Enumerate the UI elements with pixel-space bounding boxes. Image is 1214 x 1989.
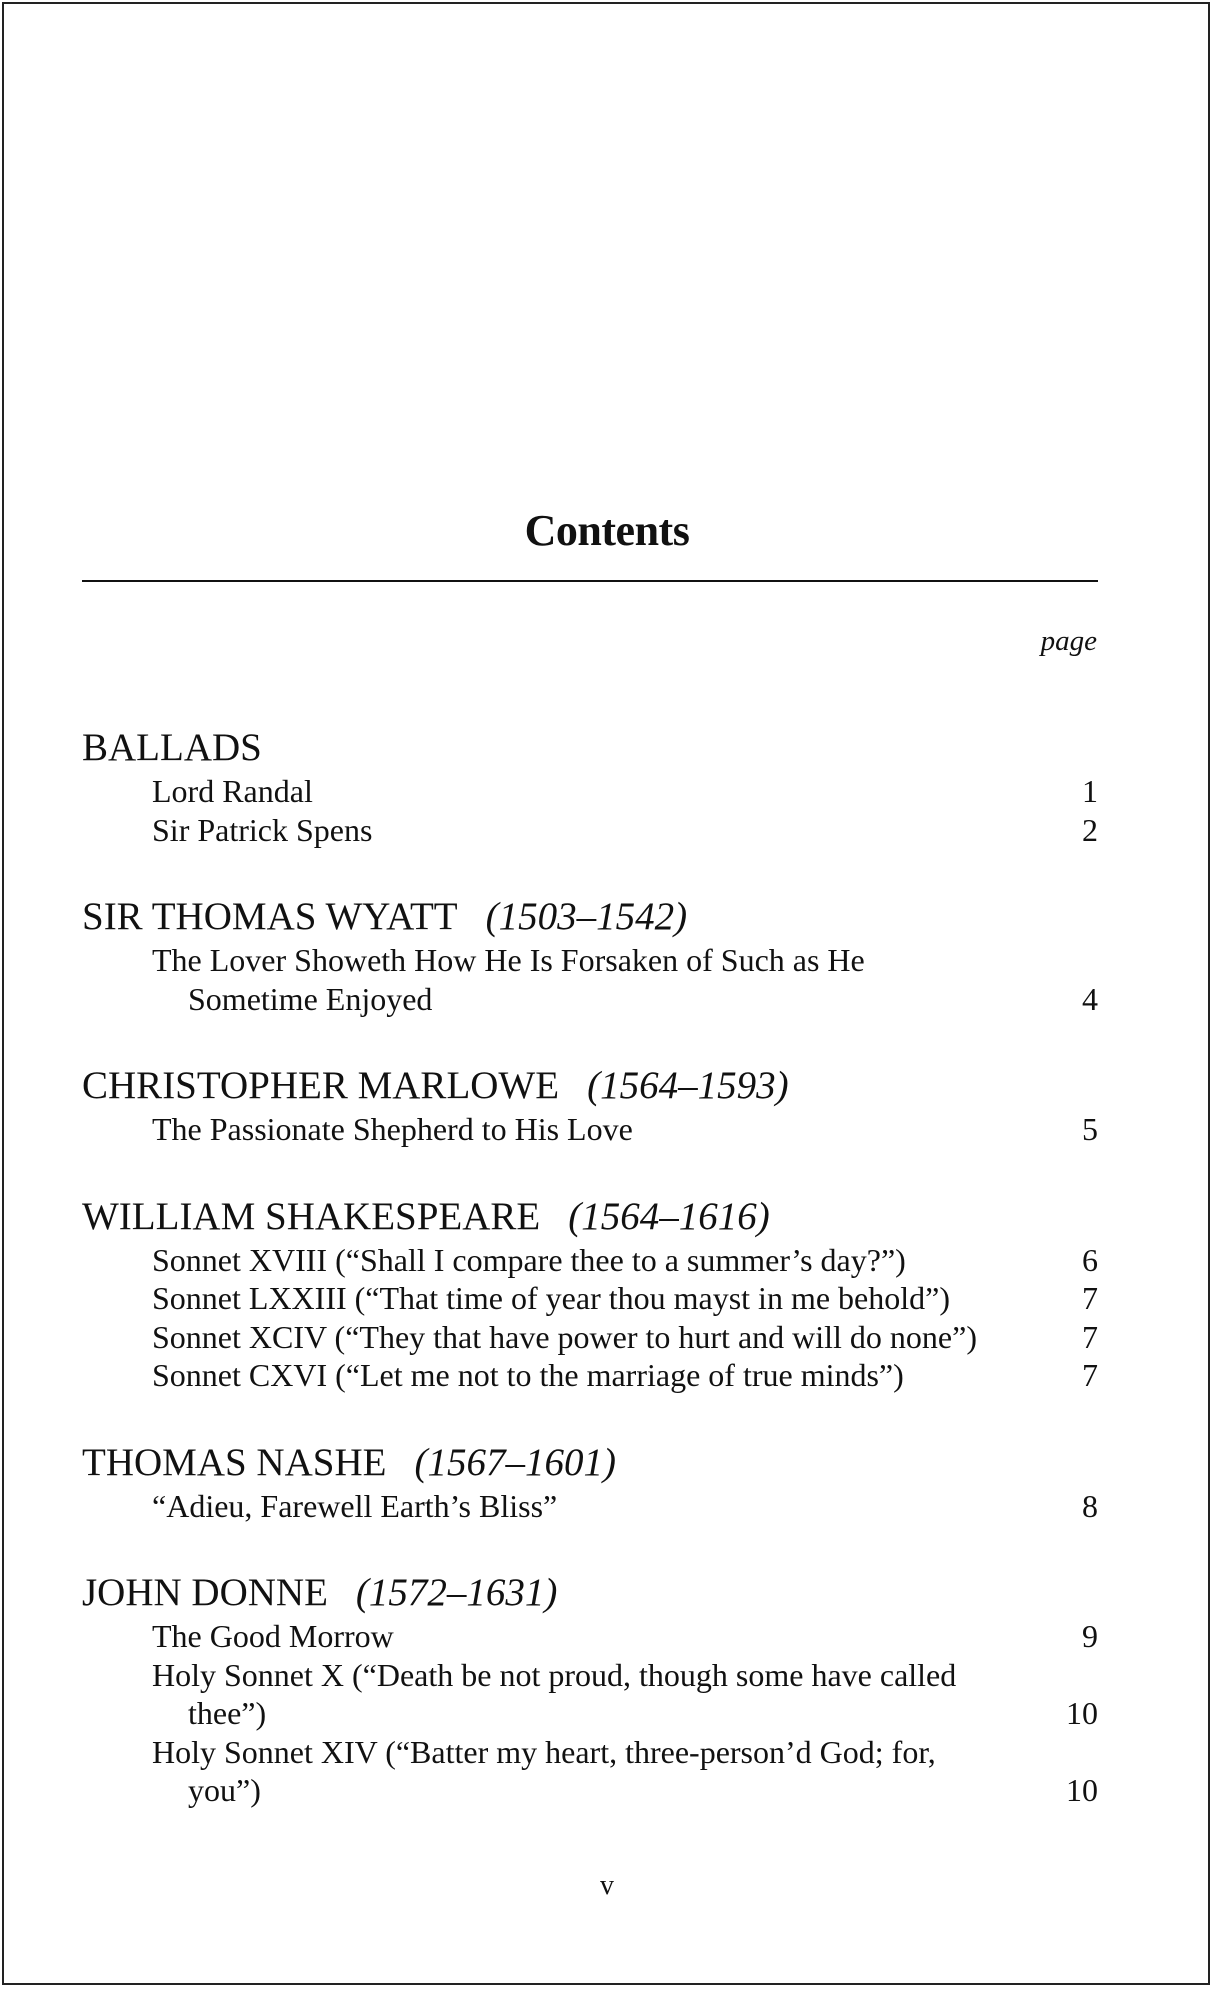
entry-title: Sonnet XVIII (“Shall I compare thee to a summer’s day?”) bbox=[152, 1241, 906, 1278]
toc-entry[interactable] bbox=[82, 1318, 1098, 1357]
entry-title: The Good Morrow bbox=[152, 1618, 394, 1654]
toc-entry[interactable] bbox=[82, 1279, 1098, 1318]
entry-title: Lord Randal bbox=[152, 773, 313, 809]
entry-page-number: 10 bbox=[1066, 1772, 1098, 1808]
table-of-contents bbox=[82, 724, 1098, 1854]
entry-title: Holy Sonnet X (“Death be not proud, though some have called thee”) bbox=[152, 1656, 957, 1731]
entry-title: Sonnet XCIV (“They that have power to hurt and will do none”) bbox=[152, 1318, 977, 1355]
author-name: CHRISTOPHER MARLOWE bbox=[82, 1064, 560, 1107]
author-name: JOHN DONNE bbox=[82, 1571, 328, 1614]
toc-section-shakespeare bbox=[82, 1193, 1098, 1395]
entry-title: The Lover Showeth How He Is Forsaken of Such as He Sometime Enjoyed bbox=[152, 942, 865, 1017]
author-dates: (1572–1631) bbox=[355, 1571, 558, 1614]
toc-entry[interactable] bbox=[82, 811, 1098, 850]
toc-section-marlowe bbox=[82, 1062, 1098, 1149]
toc-entry[interactable] bbox=[82, 1656, 1098, 1733]
author-name: SIR THOMAS WYATT bbox=[82, 895, 458, 938]
page-title: Contents bbox=[524, 506, 690, 555]
toc-entry[interactable] bbox=[82, 1617, 1098, 1656]
toc-entry[interactable] bbox=[82, 772, 1098, 811]
author-name: THOMAS NASHE bbox=[82, 1440, 387, 1484]
section-heading bbox=[82, 1569, 1098, 1617]
toc-entry[interactable] bbox=[82, 1487, 1098, 1526]
author-dates: (1564–1616) bbox=[568, 1194, 770, 1238]
toc-section-ballads bbox=[82, 724, 1098, 849]
entry-page-number: 9 bbox=[1082, 1618, 1098, 1654]
author-dates: (1564–1593) bbox=[587, 1064, 789, 1107]
author-name: WILLIAM SHAKESPEARE bbox=[82, 1194, 541, 1238]
entry-page-number: 7 bbox=[1082, 1280, 1098, 1316]
entry-title: Holy Sonnet XIV (“Batter my heart, three-person’d God; for, you”) bbox=[152, 1733, 936, 1808]
toc-entry[interactable] bbox=[82, 1241, 1098, 1280]
entry-title: Sonnet LXXIII (“That time of year thou mayst in me behold”) bbox=[152, 1280, 950, 1316]
entry-page-number: 2 bbox=[1082, 811, 1098, 848]
toc-section-nashe bbox=[82, 1439, 1098, 1526]
entry-page-number: 7 bbox=[1082, 1357, 1098, 1393]
toc-entry[interactable] bbox=[82, 1110, 1098, 1149]
section-heading bbox=[82, 1062, 1098, 1110]
entry-page-number: 5 bbox=[1082, 1111, 1098, 1147]
entry-title: Sonnet CXVI (“Let me not to the marriage of true minds”) bbox=[152, 1357, 904, 1393]
toc-entry[interactable] bbox=[82, 1733, 1098, 1810]
entry-page-number: 1 bbox=[1082, 773, 1098, 809]
folio-page-number: v bbox=[600, 1870, 614, 1901]
entry-page-number: 4 bbox=[1082, 980, 1098, 1017]
author-name: BALLADS bbox=[82, 726, 262, 769]
author-dates: (1503–1542) bbox=[485, 895, 688, 938]
section-heading bbox=[82, 1439, 1098, 1487]
section-heading bbox=[82, 1193, 1098, 1241]
section-heading bbox=[82, 724, 1098, 772]
toc-section-wyatt bbox=[82, 893, 1098, 1018]
page-column-label: page bbox=[1040, 625, 1097, 657]
entry-title: Sir Patrick Spens bbox=[152, 811, 373, 848]
entry-page-number: 7 bbox=[1082, 1318, 1098, 1355]
author-dates: (1567–1601) bbox=[414, 1440, 616, 1484]
entry-title: “Adieu, Farewell Earth’s Bliss” bbox=[152, 1487, 558, 1524]
title-rule bbox=[82, 580, 1098, 582]
toc-entry[interactable] bbox=[82, 941, 1098, 1018]
entry-page-number: 6 bbox=[1082, 1241, 1098, 1278]
entry-page-number: 10 bbox=[1066, 1695, 1098, 1731]
toc-section-donne bbox=[82, 1569, 1098, 1810]
entry-title: The Passionate Shepherd to His Love bbox=[152, 1111, 633, 1147]
entry-page-number: 8 bbox=[1082, 1487, 1098, 1524]
toc-entry[interactable] bbox=[82, 1356, 1098, 1395]
section-heading bbox=[82, 893, 1098, 941]
